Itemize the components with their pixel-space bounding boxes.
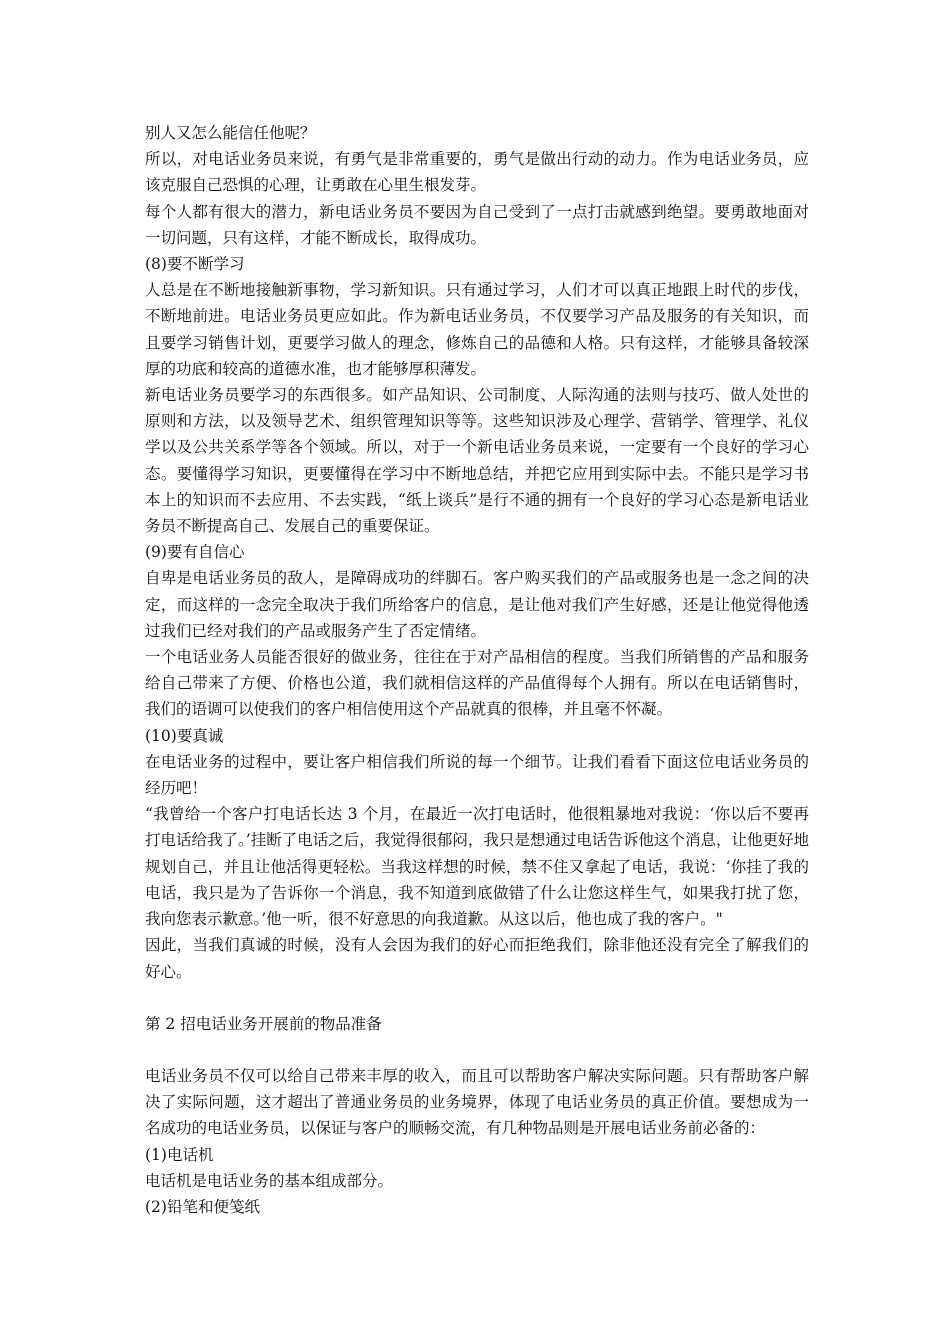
document-page [145,120,809,1220]
paragraph: 所以，对电话业务员来说，有勇气是非常重要的，勇气是做出行动的动力。作为电话业务员，应该克服自己恐惧的心理，让勇敢在心里生根发芽。 [145,150,809,195]
paragraph: 电话业务员不仅可以给自己带来丰厚的收入，而且可以帮助客户解决实际问题。只有帮助客户解决了实际问题，这才超出了普通业务员的业务境界，体现了电话业务员的真正价值。要想成为一名成功的电话业务员，以保证与客户的顺畅交流，有几种物品则是开展电话业务前必备的： [145,1066,809,1138]
paragraph: 一个电话业务人员能否很好的做业务，往往在于对产品相信的程度。当我们所销售的产品和服务给自己带来了方便、价格也公道，我们就相信这样的产品值得每个人拥有。所以在电话销售时，我们的语调可以使我们的客户相信使用这个产品就真的很棒，并且毫不怀凝。 [145,648,809,719]
heading-confidence: (9)要有自信心 [145,543,245,562]
paragraph: 电话机是电话业务的基本组成部分。 [145,1171,394,1190]
spacer [145,1037,809,1063]
paragraph: 在电话业务的过程中，要让客户相信我们所说的每一个细节。让我们看看下面这位电话业务员的经历吧！ [145,752,809,798]
list-item-heading: (1)电话机 [145,1145,214,1164]
heading-sincerity: (10)要真诚 [145,726,224,745]
section-title: 第 2 招电话业务开展前的物品准备 [145,1014,382,1033]
heading-learning: (8)要不断学习 [145,255,245,274]
paragraph: 人总是在不断地接触新事物，学习新知识。只有通过学习，人们才可以真正地跟上时代的步伐，不断地前进。电话业务员更应如此。作为新电话业务员，不仅要学习产品及服务的有关知识，而且要学习销售计划，更要学习做人的理念，修炼自己的品德和人格。只有这样，才能够具备较深厚的功底和较高的道德水准，也才能够厚积薄发。 [145,281,809,378]
paragraph: 自卑是电话业务员的敌人，是障碍成功的绊脚石。客户购买我们的产品或服务也是一念之间的决定，而这样的一念完全取决于我们所给客户的信息，是让他对我们产生好感，还是让他觉得他透过我们已经对我们的产品或服务产生了否定情绪。 [145,569,809,640]
paragraph: 新电话业务员要学习的东西很多。如产品知识、公司制度、人际沟通的法则与技巧、做人处世的原则和方法，以及领导艺术、组织管理知识等等。这些知识涉及心理学、营销学、管理学、礼仪学以及公共关系学等各个领域。所以，对于一个新电话业务员来说，一定要有一个良好的学习心态。要懂得学习知识，更要懂得在学习中不断地总结，并把它应用到实际中去。不能只是学习书本上的知识而不去应用、不去实践，“纸上谈兵”是行不通的拥有一个良好的学习心态是新电话业务员不断提高自己、发展自己的重要保证。 [145,386,809,536]
paragraph: 每个人都有很大的潜力，新电话业务员不要因为自己受到了一点打击就感到绝望。要勇敢地面对一切问题，只有这样，才能不断成长，取得成功。 [145,202,809,247]
paragraph: 别人又怎么能信任他呢？ [145,124,316,142]
paragraph: 因此，当我们真诚的时候，没有人会因为我们的好心而拒绝我们，除非他还没有完全了解我们的好心。 [145,936,809,981]
quote-paragraph: “我曾给一个客户打电话长达 3 个月，在最近一次打电话时，他很粗暴地对我说：‘你以后不要再打电话给我了。’挂断了电话之后，我觉得很郁闷，我只是想通过电话告诉他这个消息，让他更好地规划自己，并且让他活得更轻松。当我这样想的时候，禁不住又拿起了电话，我说：‘你挂了我的电话，我只是为了告诉你一个消息，我不知道到底做错了什么让您这样生气，如果我打扰了您，我向您表示歉意。’他一听，很不好意思的向我道歉。从这以后，他也成了我的客户。" [145,805,809,929]
list-item-heading: (2)铅笔和便笺纸 [145,1197,260,1216]
spacer [145,985,809,1011]
